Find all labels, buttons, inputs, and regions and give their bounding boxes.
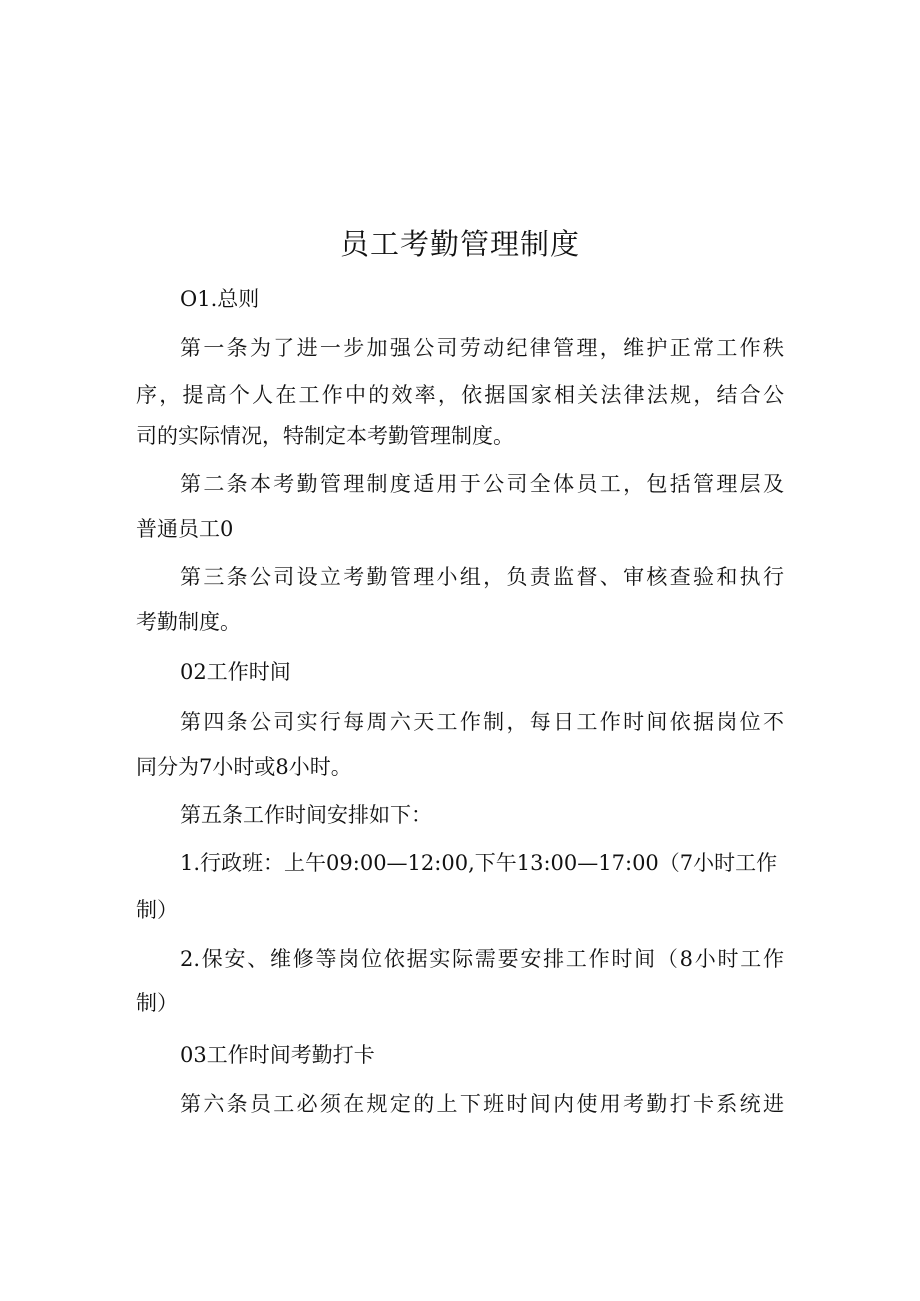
article-1-line-3: 司的实际情况，特制定本考勤管理制度。 — [136, 424, 514, 448]
article-2-line-1: 第二条本考勤管理制度适用于公司全体员工，包括管理层及 — [180, 472, 784, 496]
schedule-item-1-line-2: 制） — [136, 898, 178, 922]
document-title: 员工考勤管理制度 — [339, 227, 580, 261]
article-1-line-2: 序，提高个人在工作中的效率，依据国家相关法律法规，结合公 — [136, 383, 784, 407]
section-heading-clock-in: 03工作时间考勤打卡 — [180, 1043, 375, 1067]
article-1-line-1: 第一条为了进一步加强公司劳动纪律管理，维护正常工作秩 — [180, 336, 784, 360]
schedule-item-2-line-2: 制） — [136, 991, 178, 1015]
article-5-line-1: 第五条工作时间安排如下： — [180, 803, 432, 827]
article-4-line-2: 同分为7小时或8小时。 — [136, 755, 352, 779]
article-3-line-2: 考勤制度。 — [136, 610, 241, 634]
article-4-line-1: 第四条公司实行每周六天工作制，每日工作时间依据岗位不 — [180, 710, 784, 734]
article-6-line-1: 第六条员工必须在规定的上下班时间内使用考勤打卡系统进 — [180, 1092, 784, 1116]
schedule-item-2-line-1: 2.保安、维修等岗位依据实际需要安排工作时间（8小时工作 — [180, 947, 784, 971]
section-heading-general: O1.总则 — [180, 287, 260, 311]
schedule-item-1-line-1: 1.行政班：上午09:00—12:00,下午13:00—17:00（7小时工作 — [180, 851, 778, 875]
section-heading-work-hours: 02工作时间 — [180, 660, 291, 684]
article-3-line-1: 第三条公司设立考勤管理小组，负责监督、审核查验和执行 — [180, 565, 784, 589]
article-2-line-2: 普通员工0 — [136, 517, 234, 541]
